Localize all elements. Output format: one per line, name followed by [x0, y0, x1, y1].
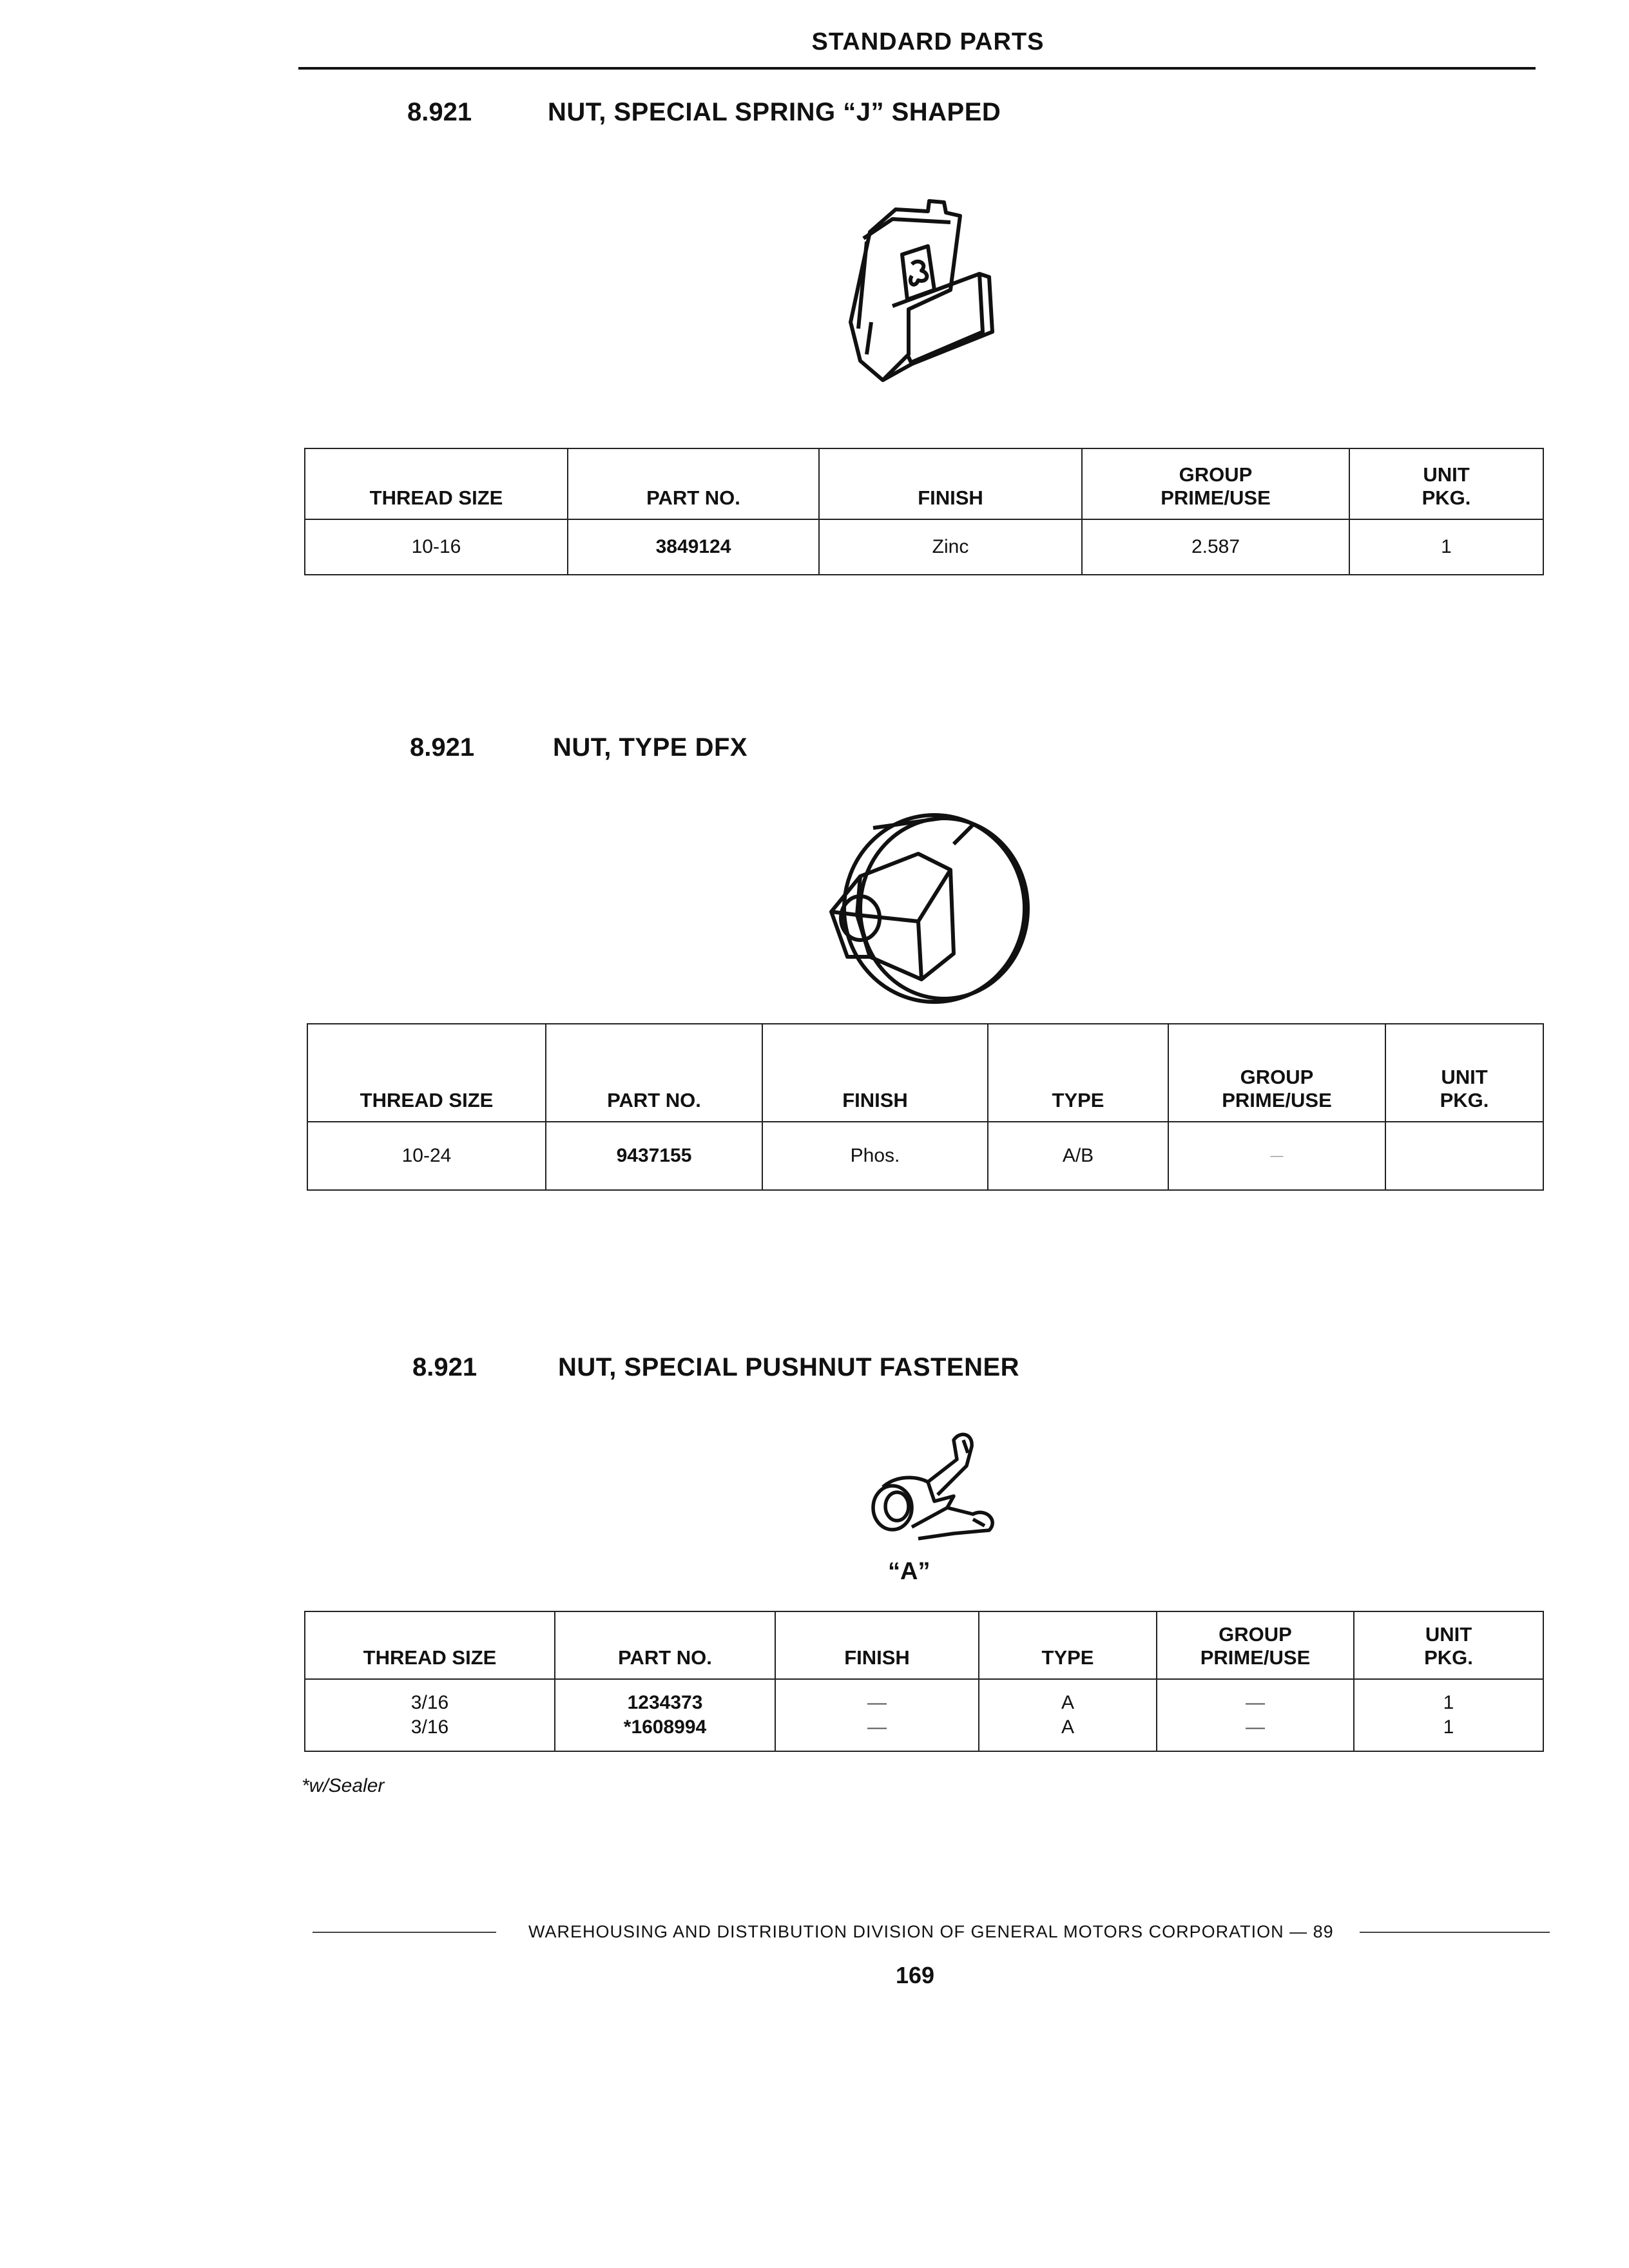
cell-line: 1234373: [627, 1692, 703, 1713]
cell-line: A: [1061, 1716, 1074, 1738]
column-header-group-prime-use: [1082, 448, 1349, 519]
table-header-row: [307, 1024, 1543, 1122]
column-header-line: PKG.: [1424, 1646, 1473, 1669]
cell-group-prime-use: [1157, 1679, 1354, 1751]
cell-finish: Phos.: [762, 1122, 988, 1190]
table-row: [307, 1122, 1543, 1190]
j-spring-nut-icon: [831, 193, 1018, 399]
section-3-title: NUT, SPECIAL PUSHNUT FASTENER: [558, 1353, 1020, 1381]
column-header-finish: FINISH: [819, 448, 1082, 519]
column-header-unit-pkg: [1385, 1024, 1543, 1122]
cell-group-prime-use: 2.587: [1082, 519, 1349, 575]
column-header-line: UNIT: [1423, 463, 1470, 486]
section-2-parts-table: [307, 1023, 1544, 1191]
cell-thread-size: 10-24: [307, 1122, 546, 1190]
cell-line: 1: [1443, 1692, 1454, 1713]
cell-line: —: [1246, 1692, 1265, 1713]
section-3-parts-table: [304, 1611, 1544, 1752]
column-header-line: PRIME/USE: [1161, 486, 1271, 509]
cell-part-no: [555, 1679, 775, 1751]
cell-line: A: [1061, 1692, 1074, 1713]
cell-line: —: [867, 1692, 887, 1713]
section-1-number: 8.921: [407, 98, 472, 126]
cell-finish: [775, 1679, 979, 1751]
footer-rule-left: [313, 1932, 496, 1933]
footer-rule-right: [1360, 1932, 1550, 1933]
section-3-number: 8.921: [412, 1353, 477, 1381]
section-1-parts-table: [304, 448, 1544, 575]
column-header-part-no: PART NO.: [546, 1024, 762, 1122]
column-header-line: PRIME/USE: [1222, 1089, 1332, 1111]
column-header-thread-size: THREAD SIZE: [305, 1611, 555, 1679]
cell-part-no: 9437155: [546, 1122, 762, 1190]
column-header-type: TYPE: [988, 1024, 1168, 1122]
column-header-group-prime-use: [1157, 1611, 1354, 1679]
cell-finish: Zinc: [819, 519, 1082, 575]
cell-unit-pkg: [1354, 1679, 1543, 1751]
column-header-finish: FINISH: [775, 1611, 979, 1679]
cell-type: A/B: [988, 1122, 1168, 1190]
column-header-line: GROUP: [1219, 1623, 1292, 1646]
column-header-line: PRIME/USE: [1200, 1646, 1311, 1669]
column-header-finish: FINISH: [762, 1024, 988, 1122]
header-rule: [298, 67, 1536, 70]
figure-caption: “A”: [888, 1558, 930, 1585]
section-2-number: 8.921: [410, 733, 475, 762]
cell-line: 3/16: [410, 1716, 449, 1738]
cell-group-prime-use: —: [1168, 1122, 1385, 1190]
cell-type: [979, 1679, 1157, 1751]
cell-unit-pkg: 1: [1349, 519, 1543, 575]
page-header-title: STANDARD PARTS: [811, 28, 1045, 55]
column-header-line: UNIT: [1441, 1066, 1488, 1088]
cell-line: 3/16: [410, 1692, 449, 1713]
column-header-part-no: PART NO.: [555, 1611, 775, 1679]
table-header-row: [305, 1611, 1543, 1679]
footnote: *w/Sealer: [302, 1775, 385, 1796]
footer-text: WAREHOUSING AND DISTRIBUTION DIVISION OF GENERAL MOTORS CORPORATION — 89: [528, 1922, 1334, 1941]
page-number: 169: [896, 1962, 935, 1988]
column-header-line: PKG.: [1422, 486, 1471, 509]
column-header-part-no: PART NO.: [568, 448, 819, 519]
column-header-line: GROUP: [1240, 1066, 1314, 1088]
cell-line: —: [867, 1716, 887, 1738]
column-header-thread-size: THREAD SIZE: [305, 448, 568, 519]
dfx-hex-nut-icon: [812, 805, 1044, 1012]
cell-unit-pkg: [1385, 1122, 1543, 1190]
column-header-line: GROUP: [1179, 463, 1253, 486]
table-row: [305, 1679, 1543, 1751]
column-header-thread-size: THREAD SIZE: [307, 1024, 546, 1122]
column-header-unit-pkg: [1354, 1611, 1543, 1679]
cell-thread-size: [305, 1679, 555, 1751]
column-header-group-prime-use: [1168, 1024, 1385, 1122]
table-header-row: [305, 448, 1543, 519]
cell-line: *1608994: [623, 1716, 707, 1738]
section-1-title: NUT, SPECIAL SPRING “J” SHAPED: [548, 98, 1001, 126]
section-2-title: NUT, TYPE DFX: [553, 733, 748, 762]
cell-line: 1: [1443, 1716, 1454, 1738]
table-row: [305, 519, 1543, 575]
column-header-unit-pkg: [1349, 448, 1543, 519]
cell-part-no: 3849124: [568, 519, 819, 575]
cell-thread-size: 10-16: [305, 519, 568, 575]
column-header-type: TYPE: [979, 1611, 1157, 1679]
cell-line: —: [1246, 1716, 1265, 1738]
column-header-line: UNIT: [1425, 1623, 1472, 1646]
column-header-line: PKG.: [1440, 1089, 1489, 1111]
pushnut-fastener-icon: [857, 1424, 1005, 1553]
